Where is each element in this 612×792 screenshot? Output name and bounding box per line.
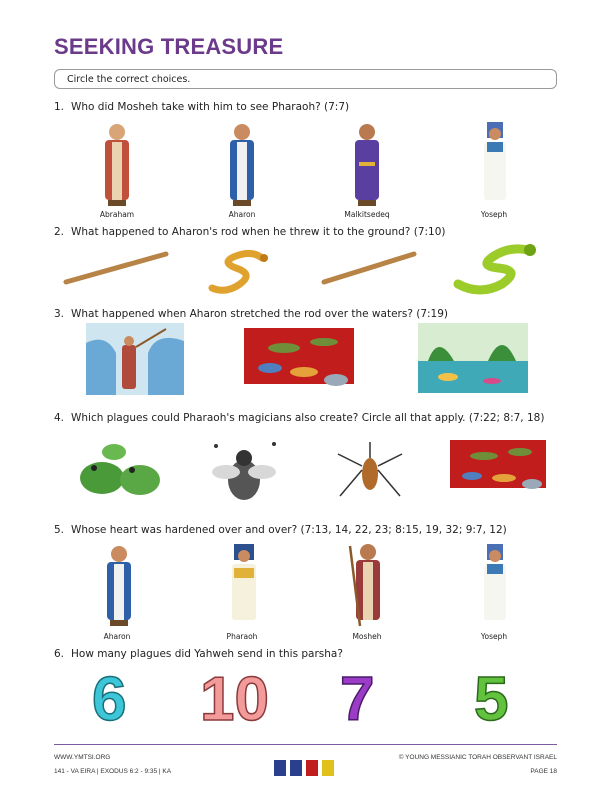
footer-divider (54, 744, 557, 745)
parted-waters-image[interactable] (86, 323, 184, 395)
footer-copyright: © YOUNG MESSIANIC TORAH OBSERVANT ISRAEL (398, 754, 557, 761)
oasis-image[interactable] (418, 323, 528, 393)
page-title: SEEKING TREASURE (54, 34, 284, 59)
rod-image-1[interactable] (62, 248, 172, 288)
ymtoi-logo-icon (272, 756, 338, 778)
instruction-box (54, 69, 557, 89)
caption-pharaoh: Pharaoh (226, 632, 258, 641)
question-5: 5. Whose heart was hardened over and over? (7:13, 14, 22, 23; 8:15, 19, 32; 9:7, 12) (54, 524, 507, 536)
large-snake-image[interactable] (450, 238, 538, 298)
lice-image[interactable] (330, 436, 410, 504)
small-snake-image[interactable] (206, 244, 274, 296)
flies-image[interactable] (202, 436, 288, 506)
question-2: 2. What happened to Aharon's rod when he threw it to the ground? (7:10) (54, 226, 446, 238)
rod-image-2[interactable] (320, 248, 420, 288)
caption-yoseph: Yoseph (480, 210, 508, 219)
instruction-text: Circle the correct choices. (67, 74, 191, 85)
caption-aharon: Aharon (228, 210, 256, 219)
caption-mosheh: Mosheh (352, 632, 382, 641)
footer-lesson: 141 - VA EIRA | EXODUS 6:2 - 9:35 | KA (54, 768, 172, 775)
page-number: PAGE 18 (530, 768, 557, 775)
footer-site[interactable]: WWW.YMTSI.ORG (54, 754, 111, 761)
question-1: 1. Who did Mosheh take with him to see Pharaoh? (7:7) (54, 101, 350, 113)
caption-aharon-2: Aharon (103, 632, 131, 641)
choice-ten[interactable]: 10 (200, 665, 269, 734)
choice-seven[interactable]: 7 (340, 665, 375, 734)
question-6: 6. How many plagues did Yahweh send in this parsha? (54, 648, 343, 660)
aharon-figure[interactable] (220, 120, 265, 208)
blood-river-image[interactable] (244, 328, 354, 392)
caption-yoseph-2: Yoseph (480, 632, 508, 641)
caption-abraham: Abraham (99, 210, 135, 219)
yoseph-figure[interactable] (475, 120, 515, 208)
yoseph-figure-2[interactable] (475, 542, 515, 628)
choice-six[interactable]: 6 (92, 665, 127, 734)
choice-five[interactable]: 5 (474, 665, 509, 734)
blood-river-image-2[interactable] (450, 440, 546, 496)
malkitsedeq-figure[interactable] (345, 120, 390, 208)
abraham-figure[interactable] (95, 120, 140, 208)
frogs-image[interactable] (74, 436, 164, 504)
pharaoh-figure[interactable] (222, 542, 267, 628)
caption-malkitsedeq: Malkitsedeq (344, 210, 390, 219)
aharon-figure-2[interactable] (97, 542, 142, 628)
question-3: 3. What happened when Aharon stretched the rod over the waters? (7:19) (54, 308, 449, 320)
question-4: 4. Which plagues could Pharaoh's magicians also create? Circle all that apply. (7:22; 8:7, 18) (54, 412, 545, 424)
mosheh-figure[interactable] (342, 540, 392, 630)
